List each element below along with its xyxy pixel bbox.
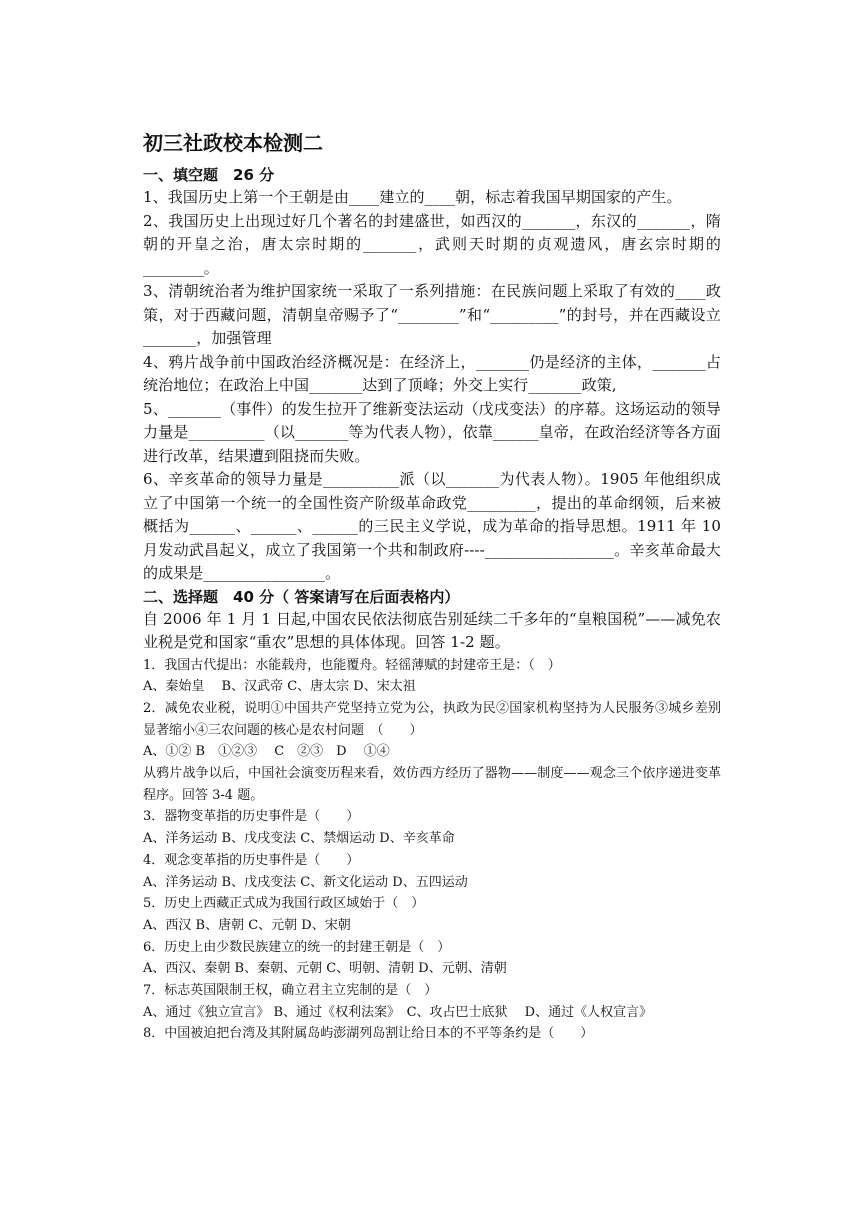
fill-question-2: 2、我国历史上出现过好几个著名的封建盛世，如西汉的_______，东汉的_______，隋朝的开皇之治，唐太宗时期的_______，武则天时期的贞观遗风，唐玄宗时期的________。 — [143, 211, 721, 277]
document-title: 初三社政校本检测二 — [143, 131, 323, 155]
choice-question-2: 2．减免农业税，说明①中国共产党坚持立党为公，执政为民②国家机构坚持为人民服务③城乡差别显著缩小④三农问题的核心是农村问题 （ ） — [143, 700, 721, 738]
choice-question-1: 1．我国古代提出：水能载舟，也能覆舟。轻徭薄赋的封建帝王是：（ ） — [143, 657, 561, 673]
choice-question-6: 6．历史上由少数民族建立的统一的封建王朝是（ ） — [143, 939, 451, 955]
fill-question-4: 4、鸦片战争前中国政治经济概况是：在经济上，_______仍是经济的主体，_______占统治地位；在政治上中国_______达到了顶峰；外交上实行_______政策, — [143, 352, 721, 394]
choice-question-5: 5．历史上西藏正式成为我国行政区域始于（ ） — [143, 896, 425, 912]
choice-question-8: 8．中国被迫把台湾及其附属岛屿澎湖列岛割让给日本的不平等条约是（ ） — [143, 1026, 594, 1042]
fill-question-6: 6、辛亥革命的领导力量是__________派（以_______为代表人物）。1905 年他组织成立了中国第一个统一的全国性资产阶级革命政党_________，提出的革命纲领，后来被概括为______、______、______的三民主义学说，成为革命的指导思想。1911 年 10 月发动武昌起义，成立了我国第一个共和制政府----_________________。辛亥革命最大的成果是________________。 — [143, 470, 721, 582]
choice-question-7: 7．标志英国限制王权，确立君主立宪制的是（ ） — [143, 983, 438, 999]
fill-question-3: 3、清朝统治者为维护国家统一采取了一系列措施：在民族问题上采取了有效的____政策，对于西藏问题，清朝皇帝赐予了“________”和“_________”的封号，并在西藏设立_______，加强管理 — [143, 282, 721, 347]
fill-question-5: 5、_______（事件）的发生拉开了维新变法运动（戊戌变法）的序幕。这场运动的领导力量是__________（以_______等为代表人物），依靠______皇帝，在政治经济等各方面进行改革，结果遭到阻挠而失败。 — [143, 399, 721, 465]
document-page — [143, 128, 721, 1045]
choice-options-2: A、①② B ①②③ C ②③ D ①④ — [143, 744, 390, 760]
choice-options-7: A、通过《独立宣言》 B、通过《权利法案》 C、攻占巴士底狱 D、通过《人权宣言》 — [143, 1004, 653, 1020]
choice-question-3: 3．器物变革指的历史事件是（ ） — [143, 809, 360, 825]
choice-options-3: A、洋务运动 B、戊戌变法 C、禁烟运动 D、辛亥革命 — [143, 831, 455, 847]
section-heading-choice: 二、选择题 40 分（ 答案请写在后面表格内） — [143, 587, 460, 606]
fill-question-1: 1、我国历史上第一个王朝是由____建立的____朝，标志着我国早期国家的产生。 — [143, 188, 682, 206]
section-heading-fill-in: 一、填空题 26 分 — [143, 166, 275, 184]
choice-question-4: 4．观念变革指的历史事件是（ ） — [143, 852, 360, 868]
choice-options-4: A、洋务运动 B、戊戌变法 C、新文化运动 D、五四运动 — [143, 874, 468, 890]
choice-intro-1: 自 2006 年 1 月 1 日起,中国农民依法彻底告别延续二千多年的“皇粮国税”——减免农业税是党和国家“重农”思想的具体体现。回答 1-2 题。 — [143, 609, 721, 651]
choice-options-6: A、西汉、秦朝 B、秦朝、元朝 C、明朝、清朝 D、元朝、清朝 — [143, 961, 507, 977]
choice-intro-2: 从鸦片战争以后，中国社会演变历程来看，效仿西方经历了器物——制度——观念三个依序递进变革程序。回答 3-4 题。 — [143, 766, 721, 803]
choice-options-1: A、秦始皇 B、汉武帝 C、唐太宗 D、宋太祖 — [143, 679, 416, 695]
choice-options-5: A、西汉 B、唐朝 C、元朝 D、宋朝 — [143, 917, 351, 933]
